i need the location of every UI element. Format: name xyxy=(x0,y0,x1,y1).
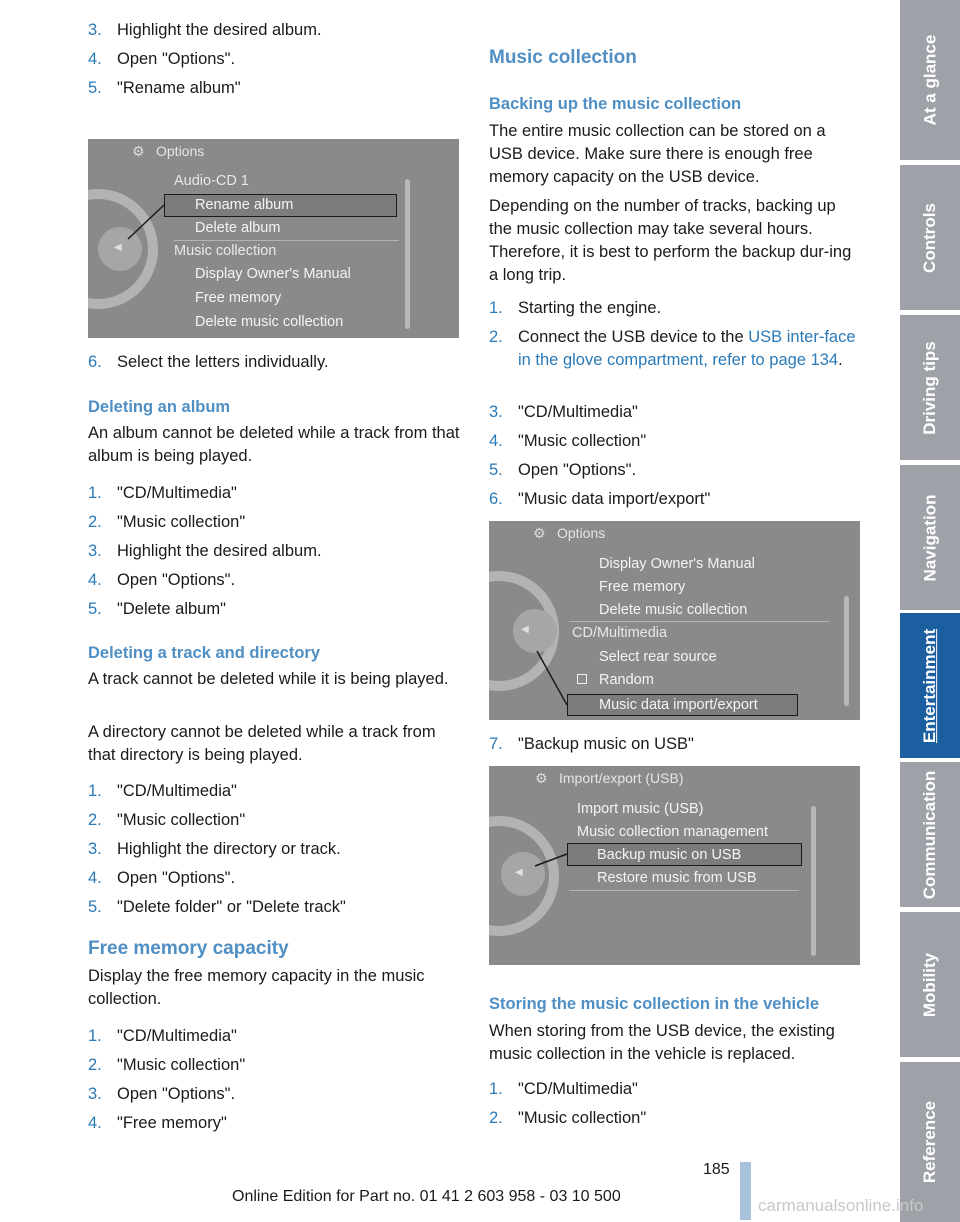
tab-navigation[interactable]: Navigation xyxy=(900,465,960,610)
arrow-left-icon: ◀ xyxy=(521,624,529,635)
footer-edition-text: Online Edition for Part no. 01 41 2 603 958 - 03 10 500 xyxy=(232,1188,621,1205)
options-gear-icon: ⚙ xyxy=(132,143,145,159)
page-number: 185 xyxy=(703,1161,730,1178)
tab-at-a-glance[interactable]: At a glance xyxy=(900,0,960,160)
idrive-import-export-screenshot: ◀ ⚙ Import/export (USB) Import music (USB) Music collection management Backup music on USB Restore music from USB xyxy=(489,766,860,965)
tab-reference[interactable]: Reference xyxy=(900,1062,960,1222)
idrive-options-screenshot: ◀ ⚙ Options Audio-CD 1 Rename album Delete album Music collection Display Owner's Manual Free memory Delete music collection xyxy=(88,139,459,338)
paragraph: Depending on the number of tracks, backing up the music collection may take several hours. Therefore, it is best to perform the backup dur-ing a long trip. xyxy=(489,197,852,284)
tab-controls[interactable]: Controls xyxy=(900,165,960,310)
paragraph: An album cannot be deleted while a track from that album is being played. xyxy=(88,424,460,465)
pointer-line xyxy=(489,766,860,965)
tab-communication[interactable]: Communication xyxy=(900,762,960,907)
pointer-line xyxy=(489,521,860,720)
paragraph: The entire music collection can be stored on a USB device. Make sure there is enough free memory capacity on the USB device. xyxy=(489,122,826,186)
arrow-left-icon: ◀ xyxy=(114,242,122,253)
paragraph: When storing from the USB device, the existing music collection in the vehicle is replaced. xyxy=(489,1022,835,1063)
tab-entertainment[interactable]: Entertainment xyxy=(900,613,960,758)
tab-mobility[interactable]: Mobility xyxy=(900,912,960,1057)
idrive-options-screenshot: ◀ ⚙ Options Display Owner's Manual Free memory Delete music collection CD/Multimedia Select rear source Random Music data import/export xyxy=(489,521,860,720)
section-heading: Deleting a track and directory xyxy=(88,644,320,662)
watermark: carmanualsonline.info xyxy=(758,1196,924,1215)
pointer-line xyxy=(88,139,459,338)
options-gear-icon: ⚙ xyxy=(535,770,548,786)
section-heading: Music collection xyxy=(489,47,637,68)
tab-driving-tips[interactable]: Driving tips xyxy=(900,315,960,460)
usb-interface-link[interactable]: USB inter-face in the glove compartment, refer to page 134 xyxy=(518,328,856,369)
section-heading: Storing the music collection in the vehicle xyxy=(489,995,820,1013)
chapter-tabs xyxy=(900,0,960,1222)
section-heading: Free memory capacity xyxy=(88,938,289,959)
paragraph: Display the free memory capacity in the music collection. xyxy=(88,967,425,1008)
section-heading: Backing up the music collection xyxy=(489,95,742,113)
section-heading: Deleting an album xyxy=(88,398,231,416)
paragraph: A directory cannot be deleted while a track from that directory is being played. xyxy=(88,723,436,764)
paragraph: A track cannot be deleted while it is being played. xyxy=(88,670,449,688)
options-gear-icon: ⚙ xyxy=(533,525,546,541)
arrow-left-icon: ◀ xyxy=(515,867,523,878)
page-marker-bar xyxy=(740,1162,751,1220)
